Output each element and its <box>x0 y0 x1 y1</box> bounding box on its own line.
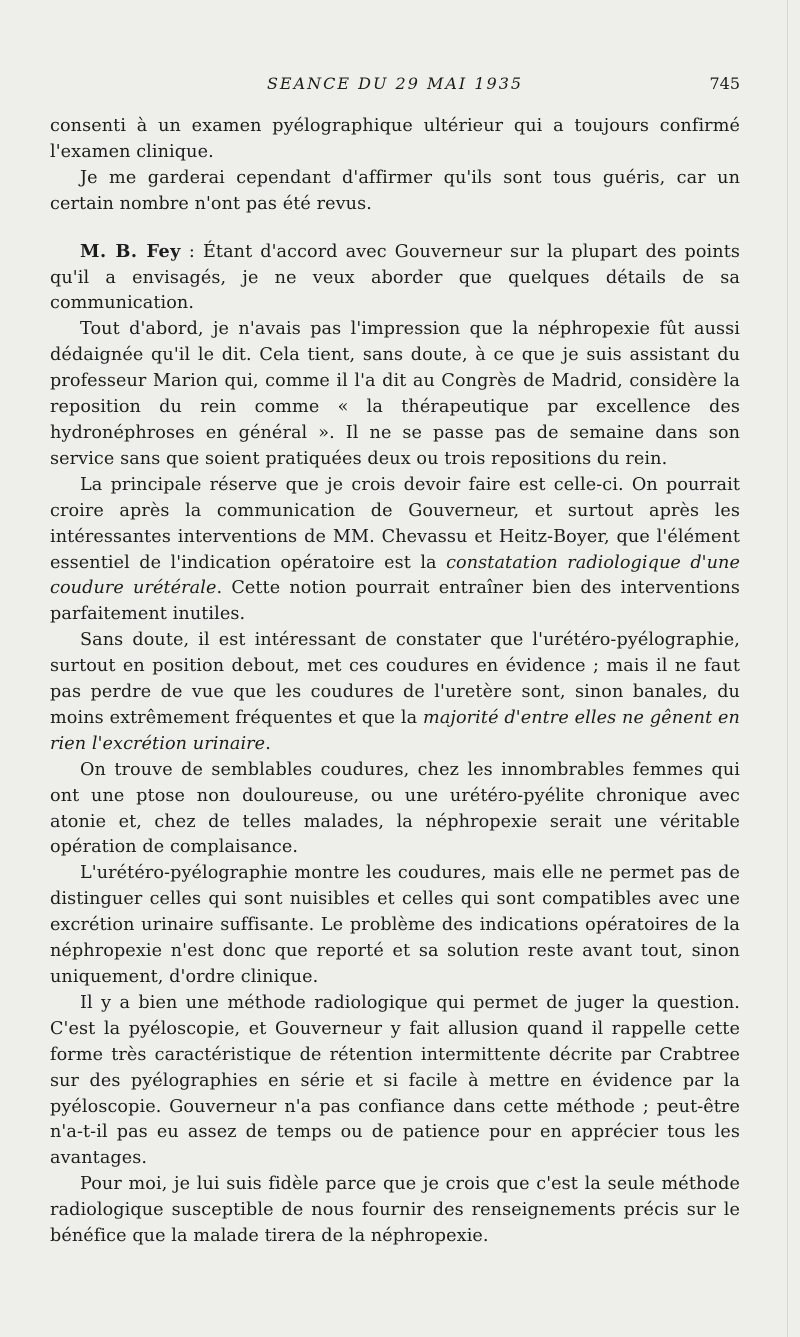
paragraph-6-text-b: . <box>265 733 271 754</box>
running-header <box>50 74 740 98</box>
paragraph-3-text: : Étant d'accord avec Gouverneur sur la plupart des points qu'il a envisagés, je ne veux aborder que quelques détails de sa communication. <box>50 241 740 314</box>
paragraph-9: Il y a bien une méthode radiologique qui permet de juger la question. C'est la pyéloscopie, et Gouverneur y fait allusion quand il rappelle cette forme très caractéristique de rétention intermittente décrite par Crabtree sur des pyélographies en série et si facile à mettre en évidence par la pyéloscopie. Gouverneur n'a pas confiance dans cette méthode ; peut-être n'a-t-il pas eu assez de temps ou de patience pour en apprécier tous les avantages. <box>50 992 740 1169</box>
paragraph-5-text-b: . Cette notion pourrait entraîner bien des interventions parfaitement inutiles. <box>50 578 741 625</box>
paragraph-5-emphasis: constatation radiologique d'une coudure urétérale <box>50 552 740 599</box>
paragraph-2: Je me garderai cependant d'affirmer qu'ils sont tous guéris, car un certain nombre n'ont pas été revus. <box>50 167 740 214</box>
paragraph-1: consenti à un examen pyélographique ultérieur qui a toujours confirmé l'examen clinique. <box>50 116 740 162</box>
page-number: 745 <box>709 74 740 93</box>
header-title: SEANCE DU 29 MAI 1935 <box>266 74 524 93</box>
paragraph-6-text-a: Sans doute, il est intéressant de constater que l'urétéro-pyélographie, surtout en position debout, met ces coudures en évidence ; mais il ne faut pas perdre de vue que les coudures de l'uretère sont, sinon banales, du moins extrêmement fréquentes et que la <box>50 630 740 728</box>
paragraph-6 <box>50 628 740 758</box>
paragraph-8: L'urétéro-pyélographie montre les coudures, mais elle ne permet pas de distinguer celles qui sont nuisibles et celles qui sont compatibles avec une excrétion urinaire suffisante. Le problème des indications opératoires de la néphropexie n'est donc que reporté et sa solution reste avant tout, sinon uniquement, d'ordre clinique. <box>50 863 740 987</box>
paragraph-6-emphasis: majorité d'entre elles ne gênent en rien l'excrétion urinaire <box>50 707 740 754</box>
paragraph-5 <box>50 473 740 628</box>
paragraph-3 <box>50 239 740 318</box>
paragraph-7: On trouve de semblables coudures, chez les innombrables femmes qui ont une ptose non douloureuse, ou une urétéro-pyélite chronique avec atonie et, chez de telles malades, la néphropexie serait une véritable opération de complaisance. <box>50 759 740 858</box>
speaker-name: M. B. Fey <box>80 240 181 262</box>
paragraph-10: Pour moi, je lui suis fidèle parce que je crois que c'est la seule méthode radiologique susceptible de nous fournir des renseignements précis sur le bénéfice que la malade tirera de la néphropexie. <box>50 1174 740 1247</box>
paragraph-5-text-a: La principale réserve que je crois devoir faire est celle-ci. On pourrait croire après la communication de Gouverneur, et surtout après les intéressantes interventions de MM. Chevassu et Heitz-Boyer, que l'élément essentiel de l'indication opératoire est la <box>50 474 740 573</box>
paragraph-4: Tout d'abord, je n'avais pas l'impression que la néphropexie fût aussi dédaignée qu'il le dit. Cela tient, sans doute, à ce que je suis assistant du professeur Marion qui, comme il l'a dit au Congrès de Madrid, considère la reposition du rein comme « la thérapeutique par excellence des hydronéphroses en général ». Il ne se passe pas de semaine dans son service sans que soient pratiquées deux ou trois repositions du rein. <box>50 319 740 469</box>
body-text <box>50 114 740 1250</box>
page-edge <box>787 0 788 1337</box>
